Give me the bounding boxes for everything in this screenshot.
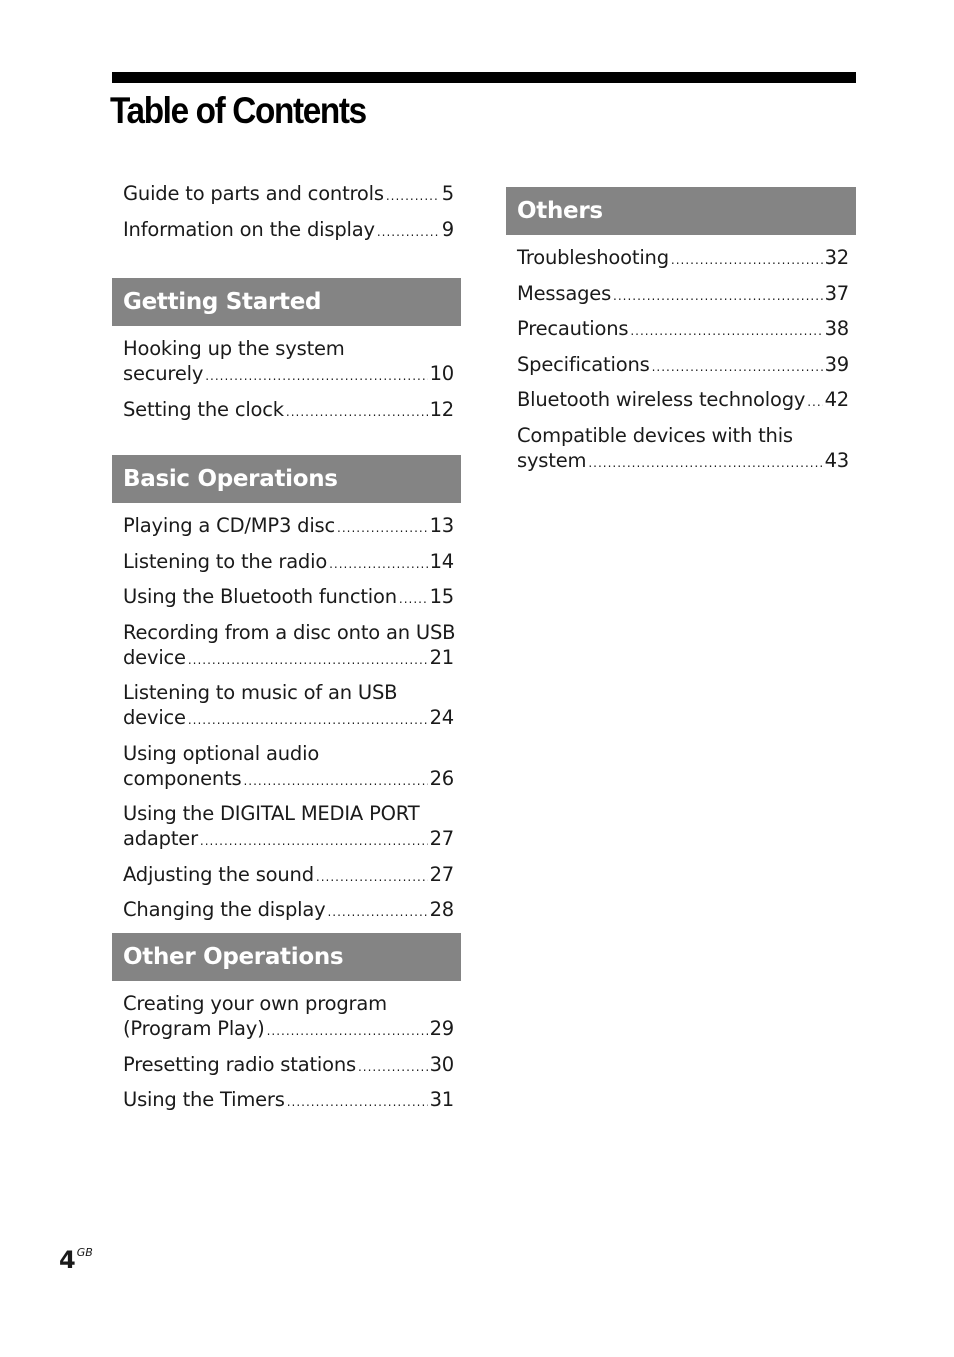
top-rule <box>112 72 856 83</box>
leader-dots <box>286 400 428 425</box>
toc-entry[interactable]: Adjusting the sound ..... 27 <box>123 862 454 890</box>
leader-dots <box>327 900 427 925</box>
toc-entry[interactable]: Troubleshooting ..... 32 <box>517 245 849 273</box>
toc-entry[interactable]: Creating your own program (Program Play) ..... 29 <box>123 991 454 1044</box>
leader-dots <box>205 364 427 389</box>
left-column <box>112 181 461 252</box>
page-ref: 10 <box>429 362 454 385</box>
page-ref: 5 <box>441 182 454 205</box>
section-getting-started <box>112 278 461 432</box>
page-ref: 43 <box>824 448 849 472</box>
leader-dots <box>329 552 428 577</box>
toc-entry[interactable]: Presetting radio stations ..... 30 <box>123 1052 454 1080</box>
page-ref: 12 <box>429 397 454 421</box>
leader-dots <box>358 1055 428 1080</box>
page-ref: 13 <box>429 514 454 537</box>
entry-list <box>112 326 461 425</box>
section-basic-operations <box>112 455 461 933</box>
leader-dots <box>588 451 822 476</box>
leader-dots <box>807 390 822 415</box>
leader-dots <box>630 319 822 344</box>
page-ref: 30 <box>429 1052 454 1076</box>
toc-entry[interactable]: Listening to the radio ..... 14 <box>123 549 454 577</box>
toc-entry[interactable]: Bluetooth wireless technology ..... 42 <box>517 387 849 415</box>
leader-dots <box>287 1090 428 1115</box>
toc-entry[interactable]: Listening to music of an USB device ..... 24 <box>123 680 454 733</box>
entry-list <box>112 981 461 1115</box>
page-ref: 32 <box>824 246 849 269</box>
entry-list <box>506 235 856 476</box>
leader-dots <box>652 355 823 380</box>
section-heading: Other Operations <box>112 933 461 981</box>
toc-entry[interactable]: Messages ..... 37 <box>517 281 849 309</box>
toc-entry[interactable]: Guide to parts and controls ..... 5 <box>123 181 454 209</box>
section-heading: Basic Operations <box>112 455 461 503</box>
page-number-suffix: GB <box>76 1246 93 1259</box>
leader-dots <box>243 769 427 794</box>
section-others <box>506 187 856 483</box>
section-heading: Getting Started <box>112 278 461 326</box>
page-ref: 15 <box>429 585 454 608</box>
page-ref: 21 <box>429 645 454 669</box>
leader-dots <box>200 829 428 854</box>
page-ref: 37 <box>824 281 849 305</box>
page-title: Table of Contents <box>110 90 366 131</box>
page-ref: 39 <box>824 352 849 376</box>
toc-entry[interactable]: Changing the display ..... 28 <box>123 897 454 925</box>
page-ref: 38 <box>824 317 849 340</box>
leader-dots <box>267 1019 428 1044</box>
toc-entry[interactable]: Using the Timers ..... 31 <box>123 1087 454 1115</box>
leader-dots <box>386 184 440 209</box>
leader-dots <box>337 516 428 541</box>
toc-entry[interactable]: Hooking up the system securely ..... 10 <box>123 336 454 389</box>
page-ref: 27 <box>429 862 454 886</box>
toc-entry[interactable]: Precautions ..... 38 <box>517 316 849 344</box>
toc-entry[interactable]: Recording from a disc onto an USB device ..... 21 <box>123 620 454 673</box>
leader-dots <box>188 708 428 733</box>
page-ref: 24 <box>429 706 454 729</box>
toc-entry[interactable]: Information on the display ..... 9 <box>123 217 454 245</box>
leader-dots <box>377 220 440 245</box>
page-ref: 27 <box>429 827 454 850</box>
leader-dots <box>188 648 428 673</box>
section-heading: Others <box>506 187 856 235</box>
page-ref: 42 <box>824 388 849 411</box>
leader-dots <box>399 587 428 612</box>
toc-entry[interactable]: Using optional audio components ..... 26 <box>123 741 454 794</box>
entry-list <box>112 503 461 925</box>
page-ref: 14 <box>429 549 454 573</box>
toc-entry[interactable]: Specifications ..... 39 <box>517 352 849 380</box>
toc-entry[interactable]: Playing a CD/MP3 disc ..... 13 <box>123 513 454 541</box>
page-ref: 26 <box>429 766 454 790</box>
page-ref: 31 <box>429 1088 454 1111</box>
page-number: $4^{GB}$ <box>59 1246 93 1274</box>
leader-dots <box>613 284 823 309</box>
intro-list <box>112 181 461 245</box>
toc-entry[interactable]: Using the DIGITAL MEDIA PORT adapter ..... 27 <box>123 801 454 854</box>
toc-entry[interactable]: Using the Bluetooth function ..... 15 <box>123 584 454 612</box>
section-other-operations <box>112 933 461 1123</box>
page-ref: 29 <box>429 1017 454 1040</box>
page-ref: 28 <box>429 898 454 921</box>
toc-entry[interactable]: Setting the clock ..... 12 <box>123 397 454 425</box>
leader-dots <box>316 865 428 890</box>
toc-entry[interactable]: Compatible devices with this system ..... 43 <box>517 423 849 476</box>
leader-dots <box>671 248 823 273</box>
page-ref: 9 <box>441 217 454 241</box>
